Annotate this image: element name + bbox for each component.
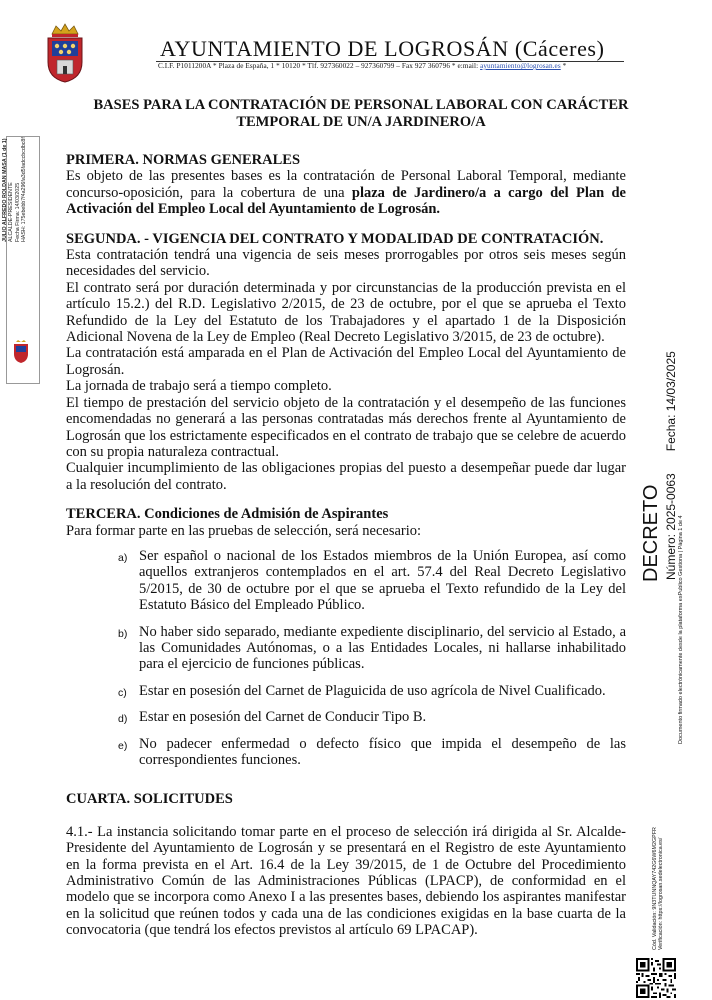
- verification-info: Cód. Validación: 9N3TUNNQAY742G6W6M2GPFR Verificación: https://logrosan.sedelectronica.es/: [652, 827, 665, 950]
- list-item: b) No haber sido separado, mediante expediente disciplinario, del servicio al Estado, a las Comunidades Autónomas, o a las Entidades Locales, ni hallarse inhabilitado para el ejercicio de funciones públicas.: [118, 623, 626, 673]
- municipality-title: AYUNTAMIENTO DE LOGROSÁN (Cáceres): [160, 36, 605, 61]
- crest-mini-icon: [12, 340, 30, 364]
- list-item: d) Estar en posesión del Carnet de Conducir Tipo B.: [118, 709, 427, 726]
- paragraph: El tiempo de prestación del servicio objeto de la contratación y el desempeño de las funciones encomendadas no generará a las personas contratadas más derechos frente al Ayuntamiento de Logrosán que los estrictamente especificados en el contrato de trabajo que se celebre de acuerdo con su propia naturaleza contractual.: [66, 394, 626, 460]
- signature-text: JULIO ALFREDO ROLDAN MASA (1 de 1) ALCALDE-PRESIDENTE Fecha Firma: 14/03/2025 HASH: 175ebebb7f4a296fa3d5fadccbcdbc8f: [2, 137, 28, 242]
- document-body: [66, 152, 626, 939]
- header-contact: C.I.F. P1011200A * Plaza de España, 1 * 10120 * Tlf. 927360022 – 927360799 – Fax 927 360796 * e:mail: ayuntamiento@logrosan.es *: [158, 62, 567, 70]
- paragraph: El contrato será por duración determinada y por circunstancias de la producción prevista en el artículo 15.2.) del R.D. Legislativo 2/2015, de 23 de octubre, por el que se aprueba el Texto Refundido de la Ley del Estatuto de los Trabajadores y el apartado 1 de la Disposición Adicional Novena de la Ley de Empleo (Real Decreto Legislativo 3/2015, de 23 de octubre).: [66, 279, 626, 346]
- list-item: c) Estar en posesión del Carnet de Plaguicida de uso agrícola de Nivel Cualificado.: [118, 682, 606, 699]
- paragraph: La jornada de trabajo será a tiempo completo.: [66, 378, 332, 395]
- section-heading-tercera: TERCERA. Condiciones de Admisión de Aspirantes: [66, 506, 389, 523]
- requirements-list: [66, 548, 626, 768]
- section-heading-cuarta: CUARTA. SOLICITUDES: [66, 791, 233, 808]
- page-info: Documento firmado electrónicamente desde la plataforma esPublico Gestiona | Página 1 de 4: [678, 515, 684, 744]
- list-item: e) No padecer enfermedad o defecto físico que impida el desempeño de las correspondientes funciones.: [118, 735, 626, 768]
- decree-label: DECRETO: [640, 484, 662, 582]
- qr-code-icon[interactable]: [636, 958, 676, 998]
- coat-of-arms-icon: [44, 22, 86, 84]
- email-link[interactable]: ayuntamiento@logrosan.es: [480, 62, 561, 70]
- paragraph: Es objeto de las presentes bases es la contratación de Personal Laboral Temporal, mediante concurso-oposición, para la cobertura de una plaza de Jardinero/a a cargo del Plan de Activación del Empleo Local del Ayuntamiento de Logrosán.: [66, 168, 626, 218]
- paragraph: Cualquier incumplimiento de las obligaciones propias del puesto a desempeñar puede dar lugar a la resolución del contrato.: [66, 460, 626, 493]
- document-title: BASES PARA LA CONTRATACIÓN DE PERSONAL LABORAL CON CARÁCTER TEMPORAL DE UN/A JARDINERO/A: [93, 97, 629, 130]
- decree-number-date: Número: 2025-0063Fecha: 14/03/2025: [664, 351, 678, 580]
- paragraph: Para formar parte en las pruebas de selección, será necesario:: [66, 522, 422, 539]
- list-item: a) Ser español o nacional de los Estados miembros de la Unión Europea, así como aquellos extranjeros contemplados en el art. 57.4 del Real Decreto Legislativo 5/2015, de 30 de octubre por el que se aprueba el Texto refundido de la Ley del Estatuto Básico del Empleado Público.: [118, 547, 626, 614]
- section-heading-segunda: SEGUNDA. - VIGENCIA DEL CONTRATO Y MODALIDAD DE CONTRATACIÓN.: [66, 230, 604, 247]
- section-heading-primera: PRIMERA. NORMAS GENERALES: [66, 152, 301, 168]
- paragraph: Esta contratación tendrá una vigencia de seis meses prorrogables por otros seis meses según necesidades del servicio.: [66, 247, 626, 280]
- paragraph: La contratación está amparada en el Plan de Activación del Empleo Local del Ayuntamiento de Logrosán.: [66, 345, 626, 378]
- paragraph: 4.1.- La instancia solicitando tomar parte en el proceso de selección irá dirigida al Sr. Alcalde-Presidente del Ayuntamiento de Logrosán y se presentará en el Registro de este Ayuntamiento en la forma prevista en el Art. 16.4 de la Ley 39/2015, de 1 de Octubre del Procedimiento Administrativo Común de las Administraciones Públicas (LPACP), de conformidad en el modelo que se incorpora como Anexo I a las presentes bases, debiendo los aspirantes manifestar en la solicitud que reúnen todos y cada una de las condiciones exigidas en la base cuarta de la convocatoria (que tendrá los efectos previstos al artículo 69 LPACAP).: [66, 823, 626, 939]
- verification-link[interactable]: Verificación: https://logrosan.sedelectronica.es/: [658, 837, 665, 950]
